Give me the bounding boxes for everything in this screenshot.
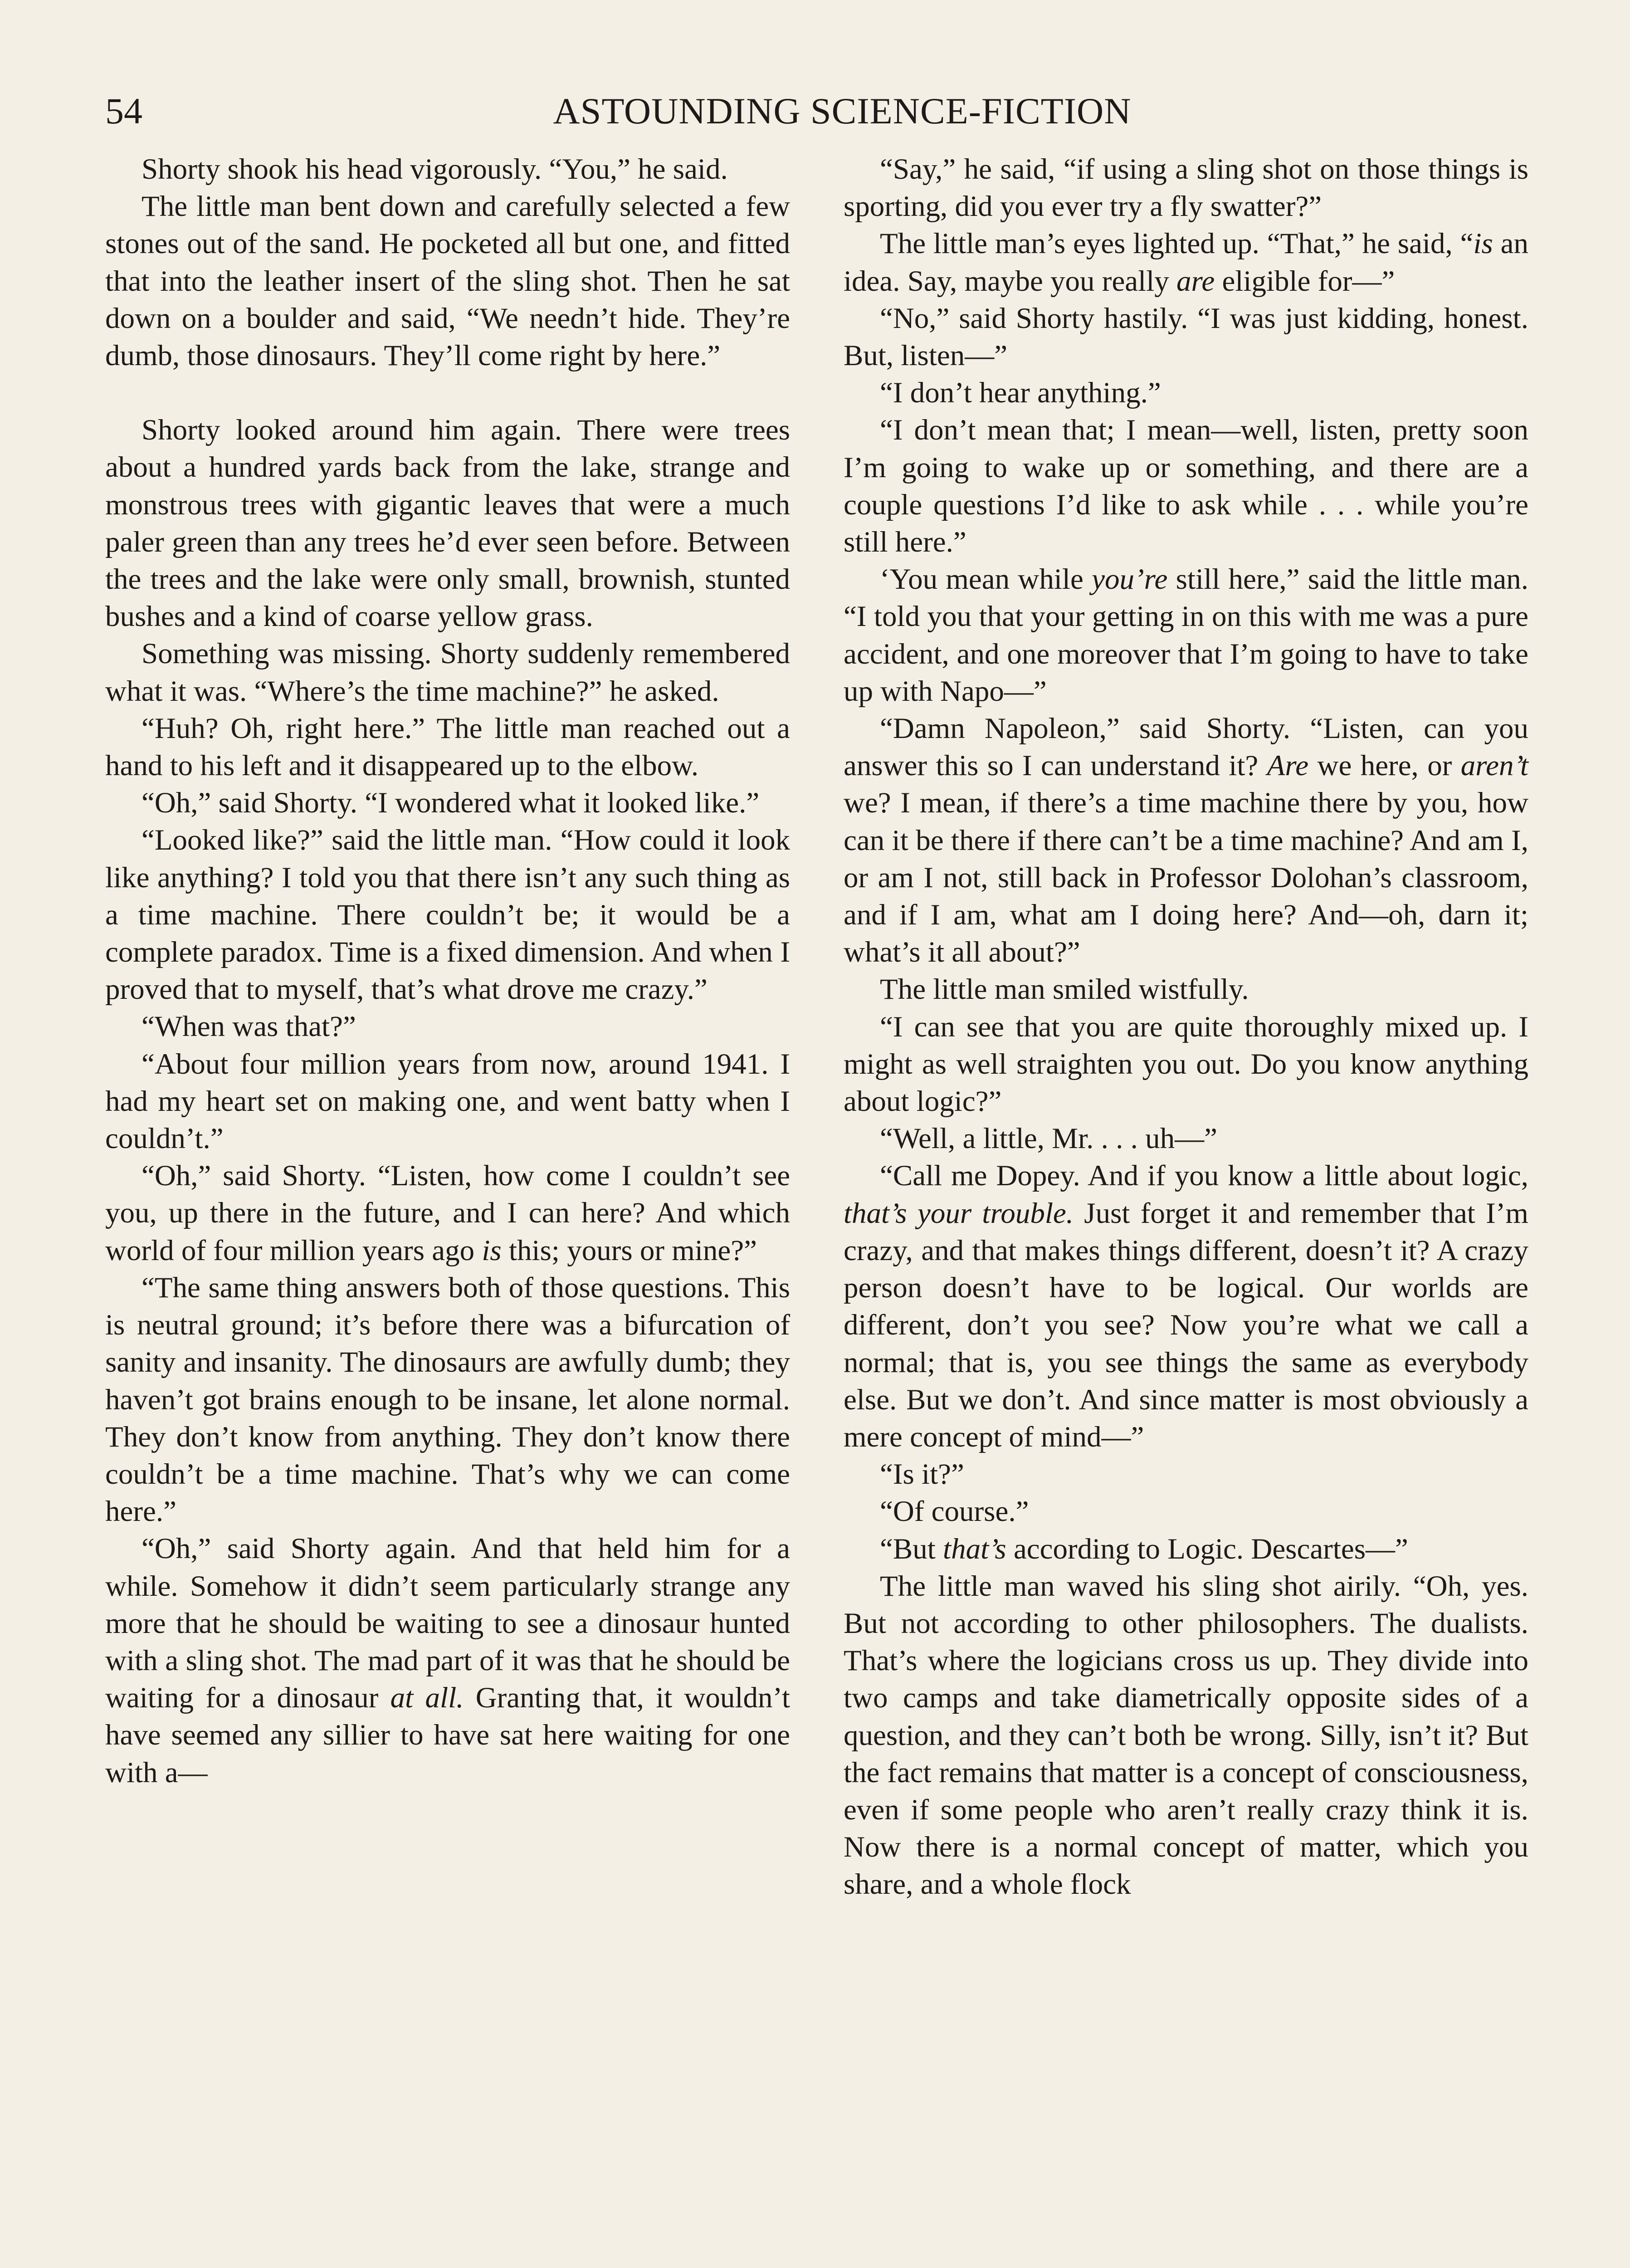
paragraph: “I don’t mean that; I mean—well, listen, pretty soon I’m going to wake up or something, and there are a couple questions I’d like to ask while . . . while you’re still here.” bbox=[844, 414, 1528, 559]
paragraph: Shorty shook his head vigorously. “You,” he said. bbox=[142, 153, 728, 186]
paragraph: “Oh,” said Shorty again. And that held him for a while. Somehow it didn’t seem particularly strange any more that he should be waiting to see a dinosaur hunted with a sling shot. The mad part of it was that he should be waiting for a dinosaur at all. Granting that, it wouldn’t have seemed any sillier to have sat here waiting for one with a— bbox=[105, 1532, 790, 1789]
paragraph: Shorty looked around him again. There were trees about a hundred yards back from the lake, strange and monstrous trees with gigantic leaves that were a much paler green than any trees he’d ever seen before. Between the trees and the lake were only small, brownish, stunted bushes and a kind of coarse yellow grass. bbox=[105, 414, 790, 633]
paragraph: “Damn Napoleon,” said Shorty. “Listen, can you answer this so I can understand it? Are we here, or aren’t we? I mean, if there’s a time machine there by you, how can it be there if there can’t be a time machine? And am I, or am I not, still back in Professor Dolohan’s classroom, and if I am, what am I doing here? And—oh, darn it; what’s it all about?” bbox=[844, 712, 1528, 969]
page-header bbox=[105, 86, 1525, 136]
paragraph: “Call me Dopey. And if you know a little about logic, that’s your trouble. Just forget it and remember that I’m crazy, and that makes things different, doesn’t it? A crazy person doesn’t have to be logical. Our worlds are different, don’t you see? Now you’re what we call a normal; that is, you see things the same as everybody else. But we don’t. And since matter is most obviously a mere concept of mind—” bbox=[844, 1159, 1528, 1453]
right-column bbox=[844, 151, 1528, 1903]
paragraph: “About four million years from now, around 1941. I had my heart set on making one, and went batty when I couldn’t.” bbox=[105, 1047, 790, 1155]
left-column bbox=[105, 151, 790, 1791]
paragraph: The little man bent down and carefully selected a few stones out of the sand. He pocketed all but one, and fitted that into the leather insert of the sling shot. Then he sat down on a boulder and said, “We needn’t hide. They’re dumb, those dinosaurs. They’ll come right by here.” bbox=[105, 190, 790, 372]
magazine-title: ASTOUNDING SCIENCE-FICTION bbox=[553, 90, 1132, 132]
paragraph: “Huh? Oh, right here.” The little man reached out a hand to his left and it disappeared up to the elbow. bbox=[105, 712, 790, 782]
paragraph: “Oh,” said Shorty. “Listen, how come I couldn’t see you, up there in the future, and I can here? And which world of four million years ago is this; yours or mine?” bbox=[105, 1159, 790, 1267]
paragraph: “Is it?” bbox=[880, 1458, 964, 1491]
paragraph: “Of course.” bbox=[880, 1495, 1029, 1528]
paragraph: “Oh,” said Shorty. “I wondered what it looked like.” bbox=[142, 787, 760, 820]
paragraph: “No,” said Shorty hastily. “I was just kidding, honest. But, listen—” bbox=[844, 302, 1528, 372]
paragraph: “I can see that you are quite thoroughly mixed up. I might as well straighten you out. Do you know anything about logic?” bbox=[844, 1010, 1528, 1118]
paragraph: The little man smiled wistfully. bbox=[880, 973, 1249, 1006]
paragraph: Something was missing. Shorty suddenly remembered what it was. “Where’s the time machine?” he asked. bbox=[105, 637, 790, 708]
paragraph: The little man’s eyes lighted up. “That,” he said, “is an idea. Say, maybe you really are eligible for—” bbox=[844, 227, 1528, 298]
paragraph: “Say,” he said, “if using a sling shot on those things is sporting, did you ever try a fly swatter?” bbox=[844, 153, 1528, 223]
paragraph: “But that’s according to Logic. Descartes—” bbox=[880, 1532, 1408, 1565]
paragraph: “I don’t hear anything.” bbox=[880, 376, 1161, 410]
paragraph: “Looked like?” said the little man. “How could it look like anything? I told you that there isn’t any such thing as a time machine. There couldn’t be; it would be a complete paradox. Time is a fixed dimension. And when I proved that to myself, that’s what drove me crazy.” bbox=[105, 824, 790, 1006]
page-number: 54 bbox=[105, 90, 142, 132]
paragraph: ‘You mean while you’re still here,” said the little man. “I told you that your getting in on this with me was a pure accident, and one moreover that I’m going to have to take up with Napo—” bbox=[844, 563, 1528, 708]
paragraph: The little man waved his sling shot airily. “Oh, yes. But not according to other philosophers. The dualists. That’s where the logicians cross us up. They divide into two camps and take diametrically opposite sides of a question, and they can’t both be wrong. Silly, isn’t it? But the fact remains that matter is a concept of consciousness, even if some people who aren’t really crazy think it is. Now there is a normal concept of matter, which you share, and a whole flock bbox=[844, 1569, 1528, 1901]
paragraph: “The same thing answers both of those questions. This is neutral ground; it’s before there was a bifurcation of sanity and insanity. The dinosaurs are awfully dumb; they haven’t got brains enough to be insane, let alone normal. They don’t know from anything. They don’t know there couldn’t be a time machine. That’s why we can come here.” bbox=[105, 1271, 790, 1528]
paragraph: “When was that?” bbox=[142, 1010, 356, 1043]
paragraph: “Well, a little, Mr. . . . uh—” bbox=[880, 1122, 1217, 1155]
